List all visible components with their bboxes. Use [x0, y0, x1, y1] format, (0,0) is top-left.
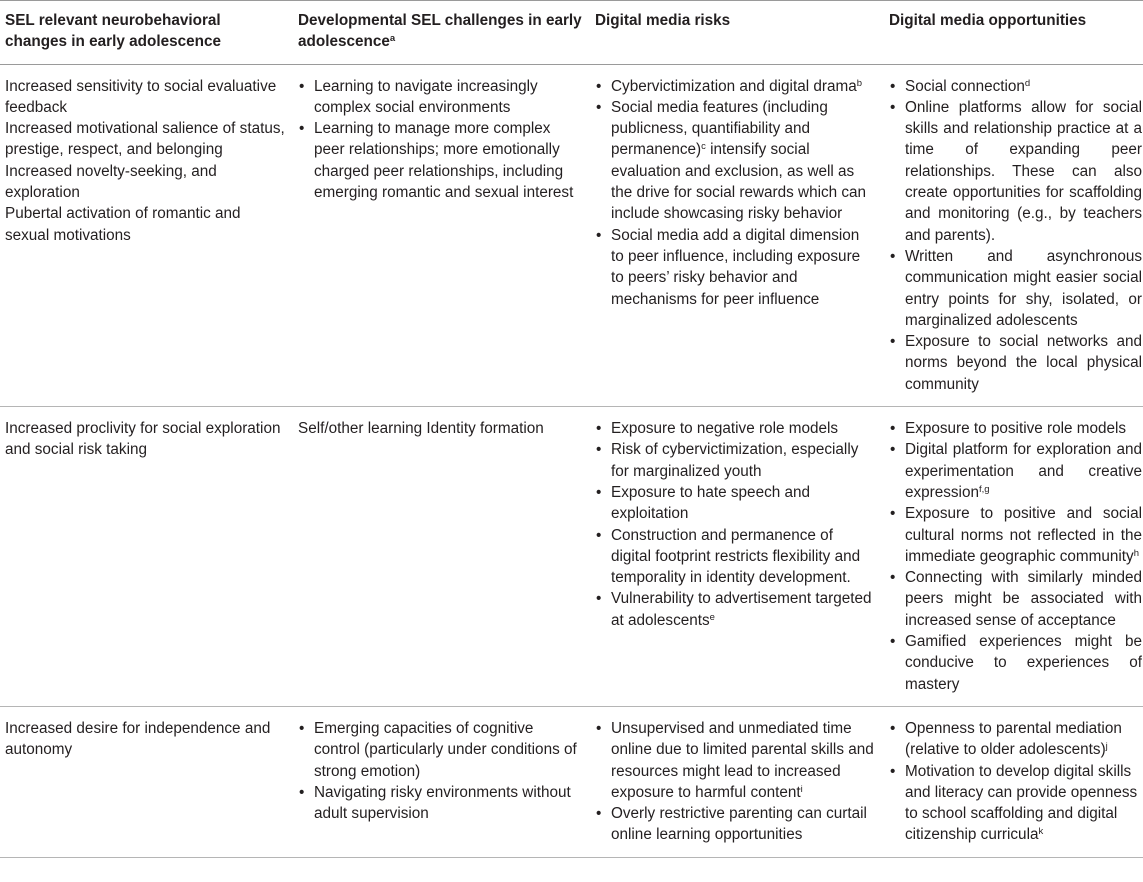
list-item [595, 588, 875, 631]
item-text: Social connection [905, 77, 1025, 95]
item-text: Unsupervised and unmediated time online due to limited parental skills and resources might lead to increased exposure to harmful content [611, 719, 874, 801]
list-item: • Learning to manage more complex peer relationships; more emotionally charged peer relationships, including emerging romantic and sexual interest [298, 118, 582, 203]
opportunities-cell [881, 64, 1143, 406]
footnote-mark: b [856, 77, 862, 89]
footnote-mark: e [709, 611, 715, 623]
neuro-cell [0, 407, 292, 707]
list-item: • Exposure to hate speech and exploitation [595, 482, 875, 525]
list-item: • Exposure to negative role models [595, 418, 875, 439]
list-item: • Navigating risky environments without adult supervision [298, 782, 582, 825]
list-item: • Emerging capacities of cognitive control (particularly under conditions of strong emotion) [298, 718, 582, 782]
list-item: • Written and asynchronous communication might easier social entry points for shy, isolated, or marginalized adolescents [889, 246, 1142, 331]
header-row [0, 1, 1143, 65]
list-item [889, 761, 1142, 846]
header-opportunities: Digital media opportunities [881, 1, 1143, 65]
footnote-mark: j [1105, 741, 1108, 752]
list-item [889, 76, 1142, 97]
challenges-cell [292, 407, 588, 707]
header-challenges-text: Developmental SEL challenges in early adolescence [298, 12, 582, 51]
item-text: Cybervictimization and digital drama [611, 77, 857, 95]
opportunities-cell [881, 706, 1143, 857]
risks-cell [588, 706, 881, 857]
footnote-mark: c [701, 141, 706, 153]
item-text: Openness to parental mediation (relative to older adolescents) [905, 719, 1122, 759]
footnote-mark: a [389, 33, 396, 45]
risks-cell [588, 407, 881, 707]
neuro-line: Increased sensitivity to social evaluative feedback [5, 77, 277, 116]
list-item: • Social media add a digital dimension to peer influence, including exposure to peers’ risky behavior and mechanisms for peer influence [595, 225, 875, 310]
list-item [595, 718, 875, 803]
header-neurobehavioral: SEL relevant neurobehavioral changes in early adolescence [0, 1, 292, 65]
list-item: • Exposure to positive role models [889, 418, 1142, 439]
header-risks: Digital media risks [588, 1, 881, 65]
risks-cell [588, 64, 881, 406]
challenges-cell [292, 64, 588, 406]
list-item: • Connecting with similarly minded peers might be associated with increased sense of acceptance [889, 567, 1142, 631]
item-text: intensify social evaluation and exclusion, as well as the drive for social rewards which can include showcasing risky behavior [611, 141, 867, 223]
list-item [889, 718, 1142, 761]
list-item: • Exposure to social networks and norms beyond the local physical community [889, 331, 1142, 395]
table-row [0, 706, 1143, 857]
challenges-text: Self/other learning Identity formation [298, 420, 544, 438]
item-text: Motivation to develop digital skills and literacy can provide openness to school scaffolding and digital citizenship curricula [905, 762, 1138, 844]
opportunities-cell [881, 407, 1143, 707]
neuro-line: Increased novelty-seeking, and exploration [5, 162, 217, 202]
neuro-line: Increased motivational salience of status, prestige, respect, and belonging [5, 120, 285, 159]
list-item [595, 76, 875, 97]
footnote-mark: d [1024, 77, 1031, 89]
list-item: • Gamified experiences might be conducive to experiences of mastery [889, 631, 1142, 695]
list-item: • Construction and permanence of digital footprint restricts flexibility and temporality in identity development. [595, 525, 875, 589]
table-row [0, 64, 1143, 406]
footnote-mark: k [1038, 826, 1044, 838]
footnote-mark: h [1133, 547, 1139, 559]
neuro-line: Pubertal activation of romantic and sexual motivations [5, 205, 241, 244]
footnote-mark: i [800, 783, 803, 795]
item-text: Social media features (including publicness, quantifiability and permanence) [611, 98, 828, 159]
list-item: • Risk of cybervictimization, especially for marginalized youth [595, 439, 875, 482]
neuro-cell [0, 706, 292, 857]
table-row [0, 407, 1143, 707]
list-item [889, 503, 1142, 567]
footnote-mark: f,g [978, 483, 990, 495]
neuro-line: Increased proclivity for social exploration and social risk taking [5, 420, 281, 459]
neuro-cell [0, 64, 292, 406]
item-text: Digital platform for exploration and experimentation and creative expression [905, 441, 1142, 501]
list-item [889, 439, 1142, 503]
neuro-line: Increased desire for independence and autonomy [5, 719, 271, 759]
list-item: • Learning to navigate increasingly complex social environments [298, 76, 582, 119]
list-item [595, 97, 875, 225]
list-item: • Online platforms allow for social skills and relationship practice at a time of expanding peer relationships. These can also create opportunities for scaffolding and monitoring (e.g., by teachers and parents). [889, 97, 1142, 246]
list-item: • Overly restrictive parenting can curtail online learning opportunities [595, 803, 875, 846]
item-text: Exposure to positive and social cultural norms not reflected in the immediate geographic community [905, 505, 1142, 565]
challenges-cell [292, 706, 588, 857]
item-text: Vulnerability to advertisement targeted at adolescents [611, 590, 872, 629]
header-challenges [292, 1, 588, 65]
